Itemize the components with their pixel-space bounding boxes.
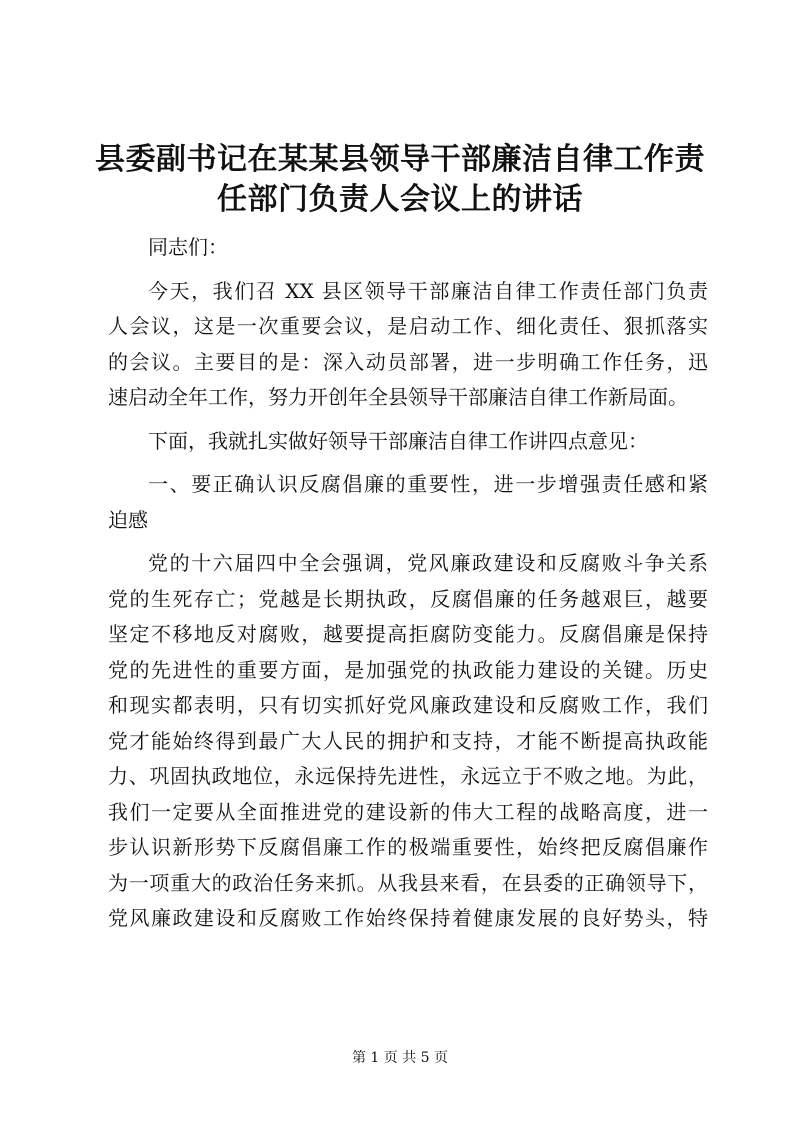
paragraph-line: 的会议。主要目的是：深入动员部署，进一步明确工作任务，迅 [108, 349, 708, 374]
paragraph-line: 下面，我就扎实做好领导干部廉洁自律工作讲四点意见： [148, 428, 648, 453]
title-line: 县委副书记在某某县领导干部廉洁自律工作责 [95, 142, 705, 177]
title-line: 任部门负责人会议上的讲话 [217, 182, 583, 217]
paragraph-line: 今天，我们召 XX 县区领导干部廉洁自律工作责任部门负责 [148, 278, 708, 303]
paragraph-line: 和现实都表明，只有切实抓好党风廉政建设和反腐败工作，我们 [108, 693, 708, 717]
document-body [108, 230, 708, 937]
paragraph-line: 党的生死存亡；党越是长期执政，反腐倡廉的任务越艰巨，越要 [108, 586, 708, 611]
paragraph-line: 党才能始终得到最广大人民的拥护和支持，才能不断提高执政能 [108, 728, 708, 753]
paragraph-line: 党风廉政建设和反腐败工作始终保持着健康发展的良好势头，特 [108, 906, 708, 930]
paragraph-line: 力、巩固执政地位，永远保持先进性，永远立于不败之地。为此， [108, 764, 708, 788]
salutation: 同志们： [148, 235, 228, 259]
paragraph-line: 人会议，这是一次重要会议，是启动工作、细化责任、狠抓落实 [108, 314, 708, 338]
page-footer: 第 1 页 共 5 页 [351, 1050, 449, 1066]
paragraph-line: 步认识新形势下反腐倡廉工作的极端重要性，始终把反腐倡廉作 [108, 835, 708, 859]
paragraph-line: 速启动全年工作，努力开创年全县领导干部廉洁自律工作新局面。 [108, 385, 688, 409]
paragraph-line: 党的十六届四中全会强调，党风廉政建设和反腐败斗争关系 [148, 551, 708, 575]
section-heading-line: 一、要正确认识反腐倡廉的重要性，进一步增强责任感和紧 [148, 472, 708, 496]
paragraph-line: 我们一定要从全面推进党的建设新的伟大工程的战略高度，进一 [108, 799, 708, 824]
section-heading-line: 迫感 [108, 507, 148, 532]
paragraph-line: 党的先进性的重要方面，是加强党的执政能力建设的关键。历史 [108, 657, 708, 682]
paragraph-line: 坚定不移地反对腐败，越要提高拒腐防变能力。反腐倡廉是保持 [108, 622, 708, 646]
paragraph-line: 为一项重大的政治任务来抓。从我县来看，在县委的正确领导下， [108, 870, 708, 895]
document-title [90, 140, 710, 220]
